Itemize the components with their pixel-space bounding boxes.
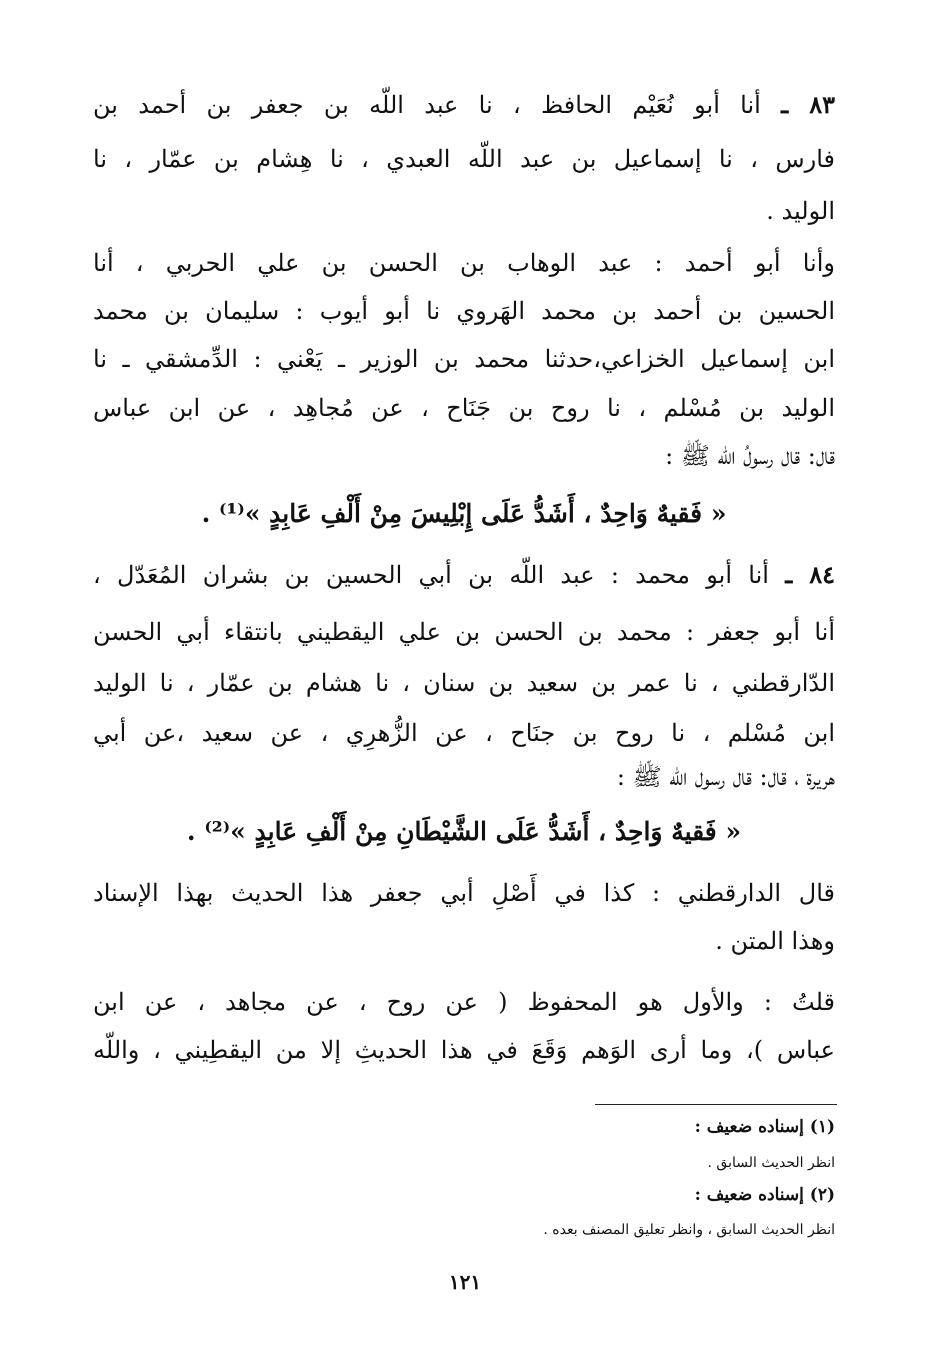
paragraph-83-line-2: فارس ، نا إسماعيل بن عبد اللّه العبدي ، نا هِشام بن عمّار ، نا [93,145,835,173]
paragraph-83-line-1 [93,77,835,133]
page-number: ١٢١ [448,1270,482,1294]
daraqutni-line-2: وهذا المتن . [715,927,835,955]
footnote-divider [595,1104,837,1105]
chain-line-3: ابن إسماعيل الخزاعي،حدثنا محمد بن الوزير ـ يَعْني : الدِّمشقي ـ نا [93,345,835,373]
paragraph-83-text-1: أنا أبو نُعَيْم الحافظ ، نا عبد اللّه بن جعفر بن أحمد بن [93,91,761,119]
chain-line-4: الوليد بن مُسْلم ، نا روح بن جَنَاح ، عن مُجاهِد ، عن ابن عباس [93,394,835,422]
hadith-quote-2: « فَقيهٌ وَاحِدٌ ، أَشَدُّ عَلَى الشَّيْطَانِ مِنْ أَلْفِ عَابِدٍ »⁽²⁾ . [186,817,742,846]
paragraph-84-line-2: أنا أبو جعفر : محمد بن الحسن بن علي اليقطيني بانتقاء أبي الحسن [93,618,835,646]
paragraph-84-line-5: هريرة ، قال: قال رسول اللّه ﷺ : [616,763,835,791]
chain-line-2: الحسين بن أحمد بن محمد الهَروي نا أبو أيوب : سليمان بن محمد [93,297,835,325]
paragraph-84-text-1: أنا أبو محمد : عبد اللّه بن أبي الحسين بن بشران المُعَدّل ، [93,561,769,589]
qultu-line-2: عباس )، وما أرى الوَهم وَقَعَ في هذا الحديثِ إلا من اليقطِيني ، واللّه [93,1036,835,1064]
hadith-number-84: ٨٤ ـ [785,560,835,589]
paragraph-83-line-3: الوليد . [766,197,835,225]
daraqutni-line-1: قال الدارقطني : كذا في أَصْلِ أبي جعفر هذا الحديث بهذا الإسناد [93,879,835,907]
footnote-1-heading: (١) إسناده ضعيف : [694,1117,835,1137]
footnote-2-heading: (٢) إسناده ضعيف : [694,1185,835,1205]
paragraph-84-line-3: الدّارقطني ، نا عمر بن سعيد بن سنان ، نا هشام بن عمّار ، نا الوليد [93,669,835,697]
footnote-2-text: انظر الحديث السابق ، وانظر تعليق المصنف بعده . [543,1222,835,1238]
chain-line-1: وأنا أبو أحمد : عبد الوهاب بن الحسن بن علي الحربي ، أنا [93,249,835,277]
hadith-quote-1: « فَقيهٌ وَاحِدٌ ، أَشَدُّ عَلَى إِبْلِيسَ مِنْ أَلْفِ عَابِدٍ »⁽¹⁾ . [201,499,727,528]
hadith-number-83: ٨٣ ـ [781,90,835,119]
footnote-1-text: انظر الحديث السابق . [707,1155,835,1171]
paragraph-84-line-1 [93,547,835,603]
chain-line-5: قال: قال رسولُ اللّه ﷺ : [665,442,835,470]
qultu-line-1: قلتُ : والأول هو المحفوظ ( عن روح ، عن مجاهد ، عن ابن [93,988,835,1016]
paragraph-84-line-4: ابن مُسْلم ، نا روح بن جنَاح ، عن الزُّهرِي ، عن سعيد ،عن أبي [93,719,835,747]
